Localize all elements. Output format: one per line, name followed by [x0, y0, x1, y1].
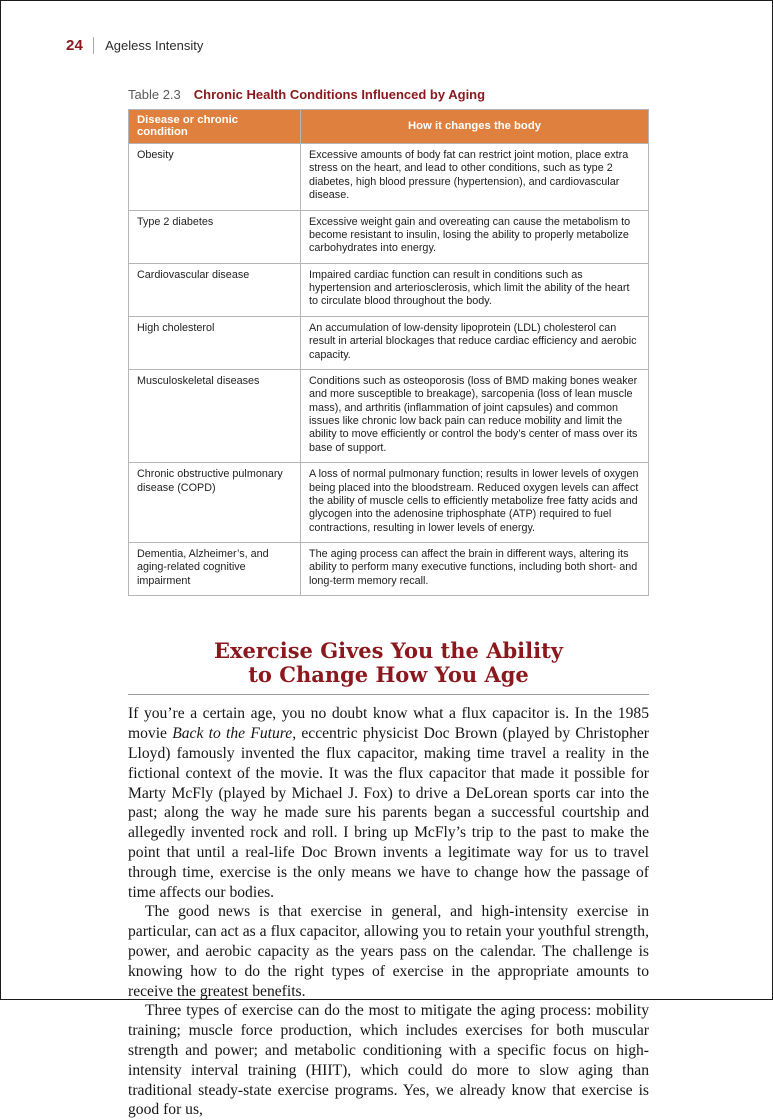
column-header-description: How it changes the body — [301, 110, 649, 144]
description-cell: A loss of normal pulmonary function; results in lower levels of oxygen being placed into the bloodstream. Reduced oxygen levels can affect the ability of muscle cells to efficiently metabolize free fatty acids and glycogen into the adenosine triphosphate (ATP) required to fuel contractions, resulting in lower levels of energy. — [301, 463, 649, 543]
description-cell: Excessive weight gain and overeating can cause the metabolism to become resistant to insulin, losing the ability to properly metabolize carbohydrates into energy. — [301, 210, 649, 263]
table-header-row — [129, 110, 649, 144]
running-header — [66, 37, 772, 54]
content-column — [128, 87, 649, 1120]
description-cell: An accumulation of low-density lipoprotein (LDL) cholesterol can result in arterial blockages that reduce cardiac efficiency and aerobic capacity. — [301, 316, 649, 369]
table-row — [129, 210, 649, 263]
body-paragraph-3: Three types of exercise can do the most to mitigate the aging process: mobility training; muscle force production, which includes exercises for both muscular strength and power; and metabolic conditioning with a specific focus on high-intensity interval training (HIIT), which could do more to slow aging than traditional steady-state exercise programs. Yes, we already know that exercise is good for us, — [128, 1002, 649, 1119]
description-cell: Conditions such as osteoporosis (loss of BMD making bones weaker and more susceptible to breakage), sarcopenia (loss of lean muscle mass), and arthritis (inflammation of joint capsules) and common issues like chronic low back pain can reduce mobility and limit the ability to move efficiently or control the body’s center of mass over its base of support. — [301, 369, 649, 462]
condition-cell: High cholesterol — [129, 316, 301, 369]
table-label: Table 2.3 — [128, 87, 181, 102]
body-paragraph-2: The good news is that exercise in general, and high-intensity exercise in particular, can act as a flux capacitor, allowing you to retain your youthful strength, power, and aerobic capacity as the years pass on the calendar. The challenge is knowing how to do the right types of exercise in the appropriate amounts to receive the greatest benefits. — [128, 903, 649, 1000]
table-row — [129, 316, 649, 369]
condition-cell: Musculoskeletal diseases — [129, 369, 301, 462]
table-head — [129, 110, 649, 144]
table-title: Chronic Health Conditions Influenced by Aging — [193, 87, 486, 102]
condition-cell: Cardiovascular disease — [129, 263, 301, 316]
column-header-condition: Disease or chronic condition — [129, 110, 301, 144]
conditions-table — [128, 109, 649, 596]
table-row — [129, 543, 649, 596]
section-heading — [128, 639, 649, 687]
body-text — [128, 704, 649, 1120]
condition-cell: Dementia, Alzheimer’s, and aging-related cognitive impairment — [129, 543, 301, 596]
table-row — [129, 263, 649, 316]
table-row — [129, 144, 649, 211]
table-row — [129, 463, 649, 543]
header-divider — [93, 37, 94, 54]
heading-rule — [128, 694, 649, 695]
para1-book-title: Back to the Future, — [172, 725, 297, 743]
condition-cell: Chronic obstructive pulmonary disease (COPD) — [129, 463, 301, 543]
running-head-title: Ageless Intensity — [105, 38, 204, 53]
para1-post: eccentric physicist Doc Brown (played by Christopher Lloyd) famously invented the flux capacitor, making time travel a reality in the fictional context of the movie. It was the flux capacitor that made it possible for Marty McFly (played by Michael J. Fox) to drive a DeLorean sports car into the past; along the way he made sure his parents began a successful courtship and allegedly invented rock and roll. I bring up McFly’s trip to the past to make the point that until a real-life Doc Brown invents a legitimate way for us to travel through time, exercise is the only means we have to change how the passage of time affects our bodies. — [128, 725, 649, 901]
body-paragraph-1 — [128, 704, 649, 902]
table-row — [129, 369, 649, 462]
page-number: 24 — [66, 37, 84, 54]
condition-cell: Type 2 diabetes — [129, 210, 301, 263]
table-body — [129, 144, 649, 596]
description-cell: The aging process can affect the brain in different ways, altering its ability to perform many executive functions, including both short- and long-term memory recall. — [301, 543, 649, 596]
table-caption — [128, 87, 649, 102]
section-heading-line2: to Change How You Age — [248, 662, 529, 688]
para1-pre: If you’re a certain age, you no doubt know what a flux capacitor is. In the 1985 movie — [128, 705, 649, 743]
condition-cell: Obesity — [129, 144, 301, 211]
section-heading-line1: Exercise Gives You the Ability — [213, 638, 564, 664]
description-cell: Impaired cardiac function can result in conditions such as hypertension and arteriosclerosis, which limit the ability of the heart to circulate blood throughout the body. — [301, 263, 649, 316]
description-cell: Excessive amounts of body fat can restrict joint motion, place extra stress on the heart, and lead to other conditions, such as type 2 diabetes, high blood pressure (hypertension), and cardiovascular disease. — [301, 144, 649, 211]
